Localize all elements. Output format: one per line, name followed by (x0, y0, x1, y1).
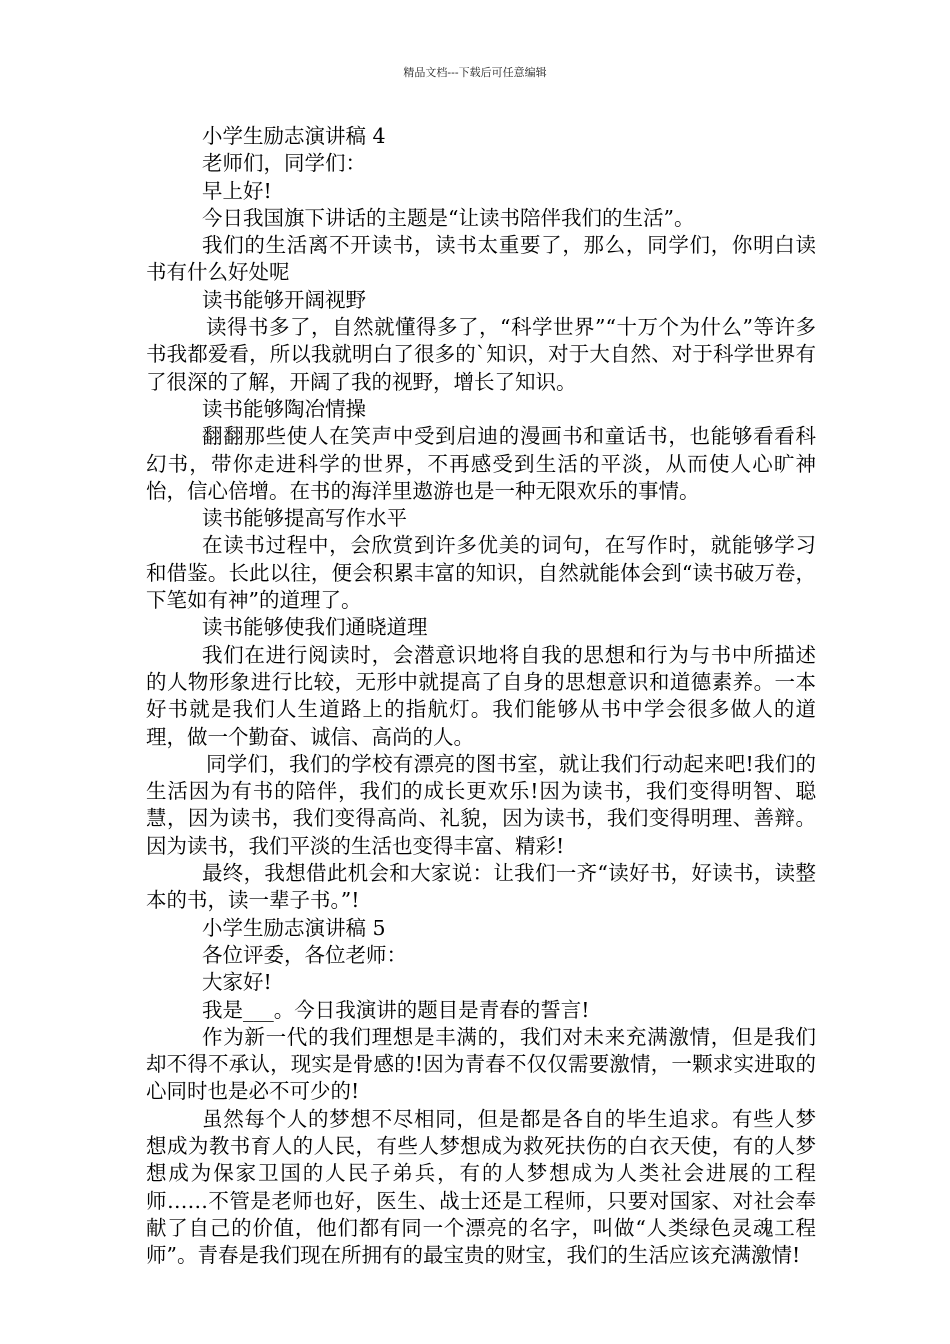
section-heading: 读书能够使我们通晓道理 (202, 615, 428, 640)
paragraph: 在读书过程中，会欣赏到许多优美的词句，在写作时，就能够学习和借鉴。长此以往，便会积累丰富的知识，自然就能体会到“读书破万卷，下笔如有神”的道理了。 (146, 533, 816, 613)
salutation: 老师们，同学们： (202, 151, 366, 176)
greeting: 大家好! (202, 970, 272, 995)
salutation: 各位评委，各位老师： (202, 942, 407, 967)
speech-title-4: 小学生励志演讲稿 4 (202, 124, 386, 148)
paragraph: 虽然每个人的梦想不尽相同，但是都是各自的毕生追求。有些人梦想成为教书育人的人民，有些人梦想成为救死扶伤的白衣天使，有的人梦想成为保家卫国的人民子弟兵，有的人梦想成为人类社会进展的工程师……不管是老师也好，医生、战士还是工程师，只要对国家、对社会奉献了自己的价值，他们都有同一个漂亮的名字，叫做“人类绿色灵魂工程师”。青春是我们现在所拥有的最宝贵的财宝，我们的生活应该充满激情! (146, 1106, 816, 1268)
section-heading: 读书能够开阔视野 (202, 287, 366, 312)
paragraph: 翻翻那些使人在笑声中受到启迪的漫画书和童话书，也能够看看科幻书，带你走进科学的世界，不再感受到生活的平淡，从而使人心旷神怡，信心倍增。在书的海洋里遨游也是一种无限欢乐的事情。 (146, 424, 816, 503)
document-body (146, 123, 816, 1269)
section-heading: 读书能够陶冶情操 (202, 396, 366, 421)
paragraph: 作为新一代的我们理想是丰满的，我们对未来充满激情，但是我们却不得不承认，现实是骨感的!因为青春不仅仅需要激情，一颗求实进取的心同时也是必不可少的! (146, 1024, 816, 1104)
paragraph: 我是___。今日我演讲的题目是青春的誓言! (202, 997, 590, 1022)
section-heading: 读书能够提高写作水平 (202, 506, 407, 531)
paragraph: 今日我国旗下讲话的主题是“让读书陪伴我们的生活”。 (202, 205, 695, 230)
page-header: 精品文档---下载后可任意编辑 (403, 66, 547, 79)
speech-title-5: 小学生励志演讲稿 5 (202, 915, 386, 940)
paragraph: 同学们，我们的学校有漂亮的图书室，就让我们行动起来吧!我们的生活因为有书的陪伴，我们的成长更欢乐!因为读书，我们变得明智、聪慧，因为读书，我们变得高尚、礼貌，因为读书，我们变得明理、善辩。因为读书，我们平淡的生活也变得丰富、精彩! (146, 751, 816, 858)
greeting: 早上好! (202, 178, 272, 203)
paragraph: 我们的生活离不开读书，读书太重要了，那么，同学们，你明白读书有什么好处呢 (146, 233, 816, 285)
paragraph: 读得书多了，自然就懂得多了，“科学世界”“十万个为什么”等许多书我都爱看，所以我就明白了很多的`知识，对于大自然、对于科学世界有了很深的了解，开阔了我的视野，增长了知识。 (146, 315, 816, 394)
paragraph: 最终，我想借此机会和大家说：让我们一齐“读好书，好读书，读整本的书，读一辈子书。”! (146, 861, 816, 913)
paragraph: 我们在进行阅读时，会潜意识地将自我的思想和行为与书中所描述的人物形象进行比较，无形中就提高了自身的思想意识和道德素养。一本好书就是我们人生道路上的指航灯。我们能够从书中学会很多做人的道理，做一个勤奋、诚信、高尚的人。 (146, 642, 816, 749)
